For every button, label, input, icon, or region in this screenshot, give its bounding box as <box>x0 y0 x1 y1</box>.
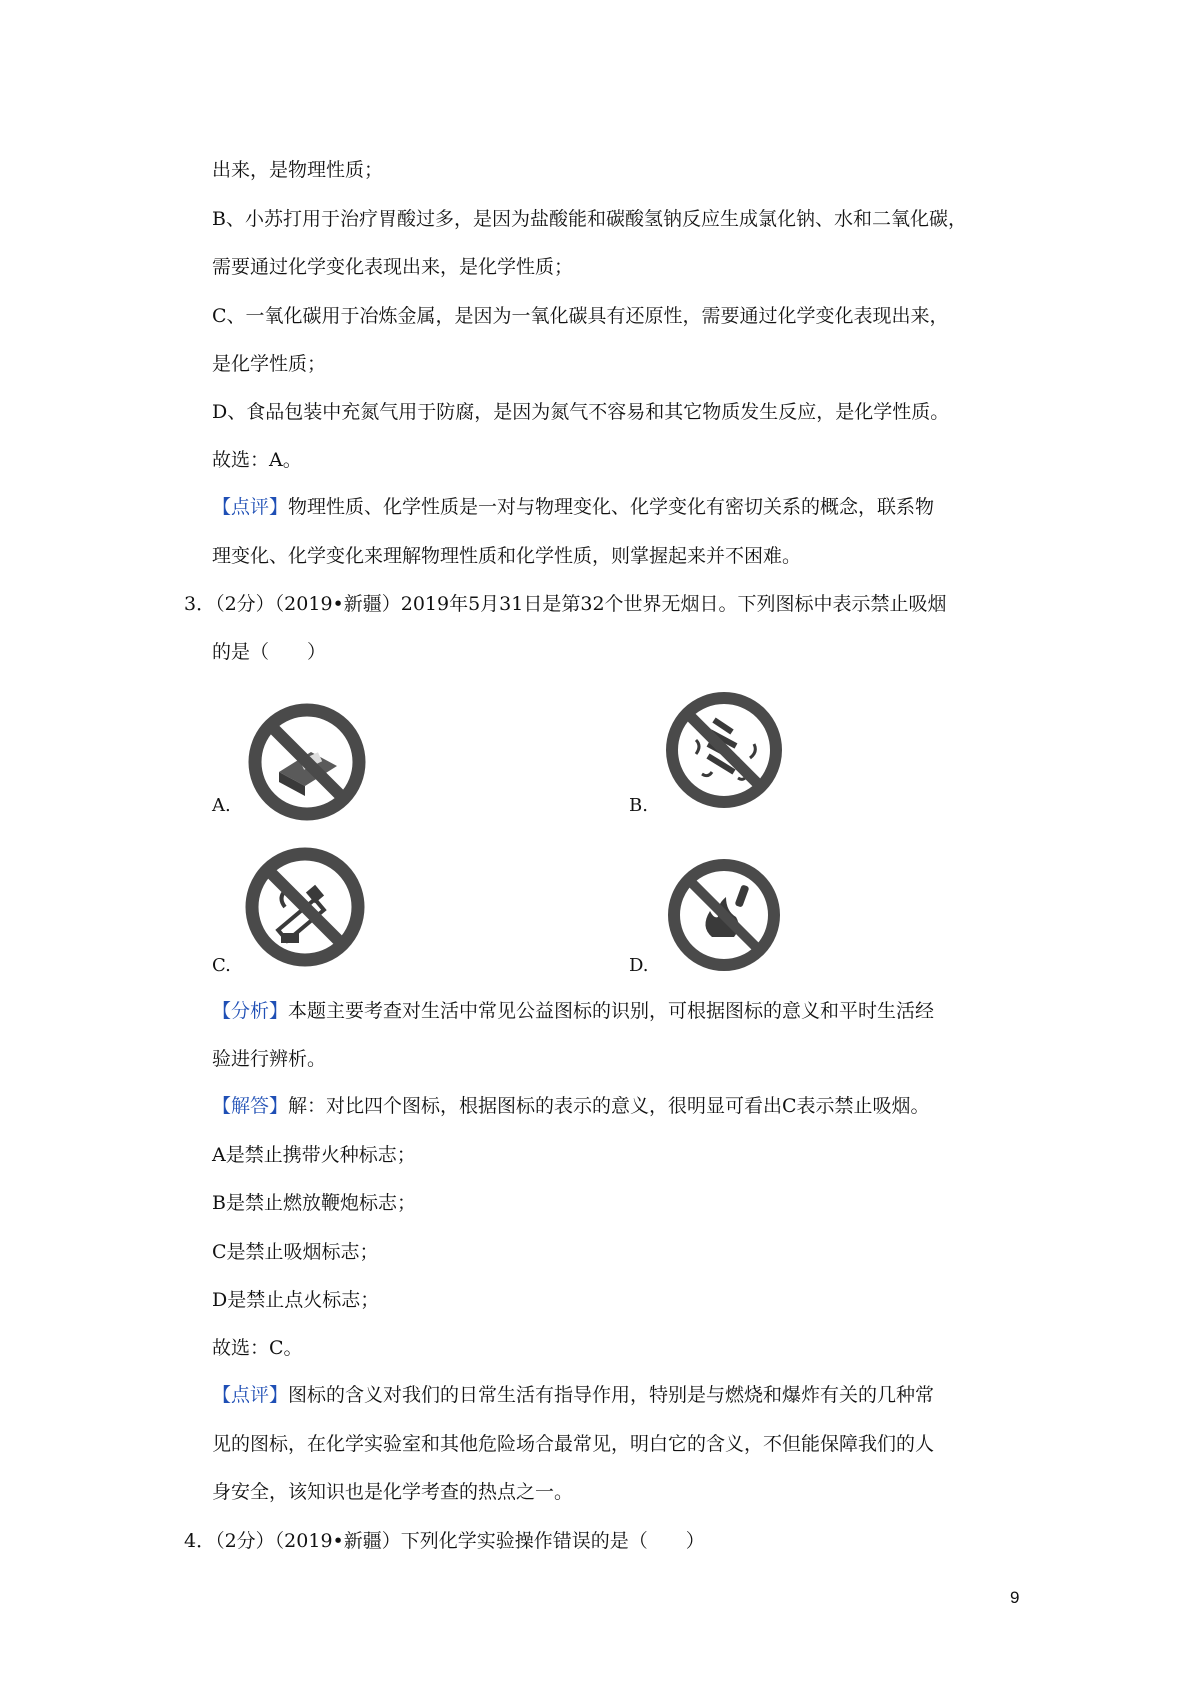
text-line: A是禁止携带火种标志； <box>212 1144 416 1166</box>
no-smoking-sign-icon <box>241 843 369 971</box>
comment-tag: 【点评】 <box>212 496 289 518</box>
no-firecrackers-sign-icon <box>662 688 786 812</box>
analysis-tag: 【分析】 <box>212 1000 289 1022</box>
option-a-label: A. <box>212 795 231 816</box>
text-line: 验进行辨析。 <box>212 1048 327 1070</box>
answer-line: 【解答】解：对比四个图标，根据图标的表示的意义，很明显可看出C表示禁止吸烟。 <box>212 1095 930 1117</box>
text-line: D是禁止点火标志； <box>212 1289 380 1311</box>
analysis-line: 【分析】本题主要考查对生活中常见公益图标的识别，可根据图标的意义和平时生活经 <box>212 1000 935 1022</box>
text-line: B、小苏打用于治疗胃酸过多，是因为盐酸能和碳酸氢钠反应生成氯化钠、水和二氧化碳， <box>212 208 967 230</box>
question-3-line: 3．（2分）（2019•新疆）2019年5月31日是第32个世界无烟日。下列图标中表示禁止吸烟 <box>184 593 947 615</box>
text-line: 出来，是物理性质； <box>212 159 384 181</box>
option-c-label: C. <box>212 955 231 976</box>
text-line: C是禁止吸烟标志； <box>212 1241 379 1263</box>
no-open-flame-sign-icon <box>664 855 784 975</box>
text-line: 是化学性质； <box>212 353 327 375</box>
comment-line: 【点评】物理性质、化学性质是一对与物理变化、化学变化有密切关系的概念，联系物 <box>212 496 935 518</box>
option-d-label: D. <box>629 955 649 976</box>
text-line: 故选：C。 <box>212 1337 303 1359</box>
option-b-label: B. <box>629 795 648 816</box>
text-line: 身安全，该知识也是化学考查的热点之一。 <box>212 1481 574 1503</box>
text-line: 理变化、化学变化来理解物理性质和化学性质，则掌握起来并不困难。 <box>212 545 802 567</box>
text-line: 见的图标，在化学实验室和其他危险场合最常见，明白它的含义，不但能保障我们的人 <box>212 1433 935 1455</box>
comment-tag: 【点评】 <box>212 1384 289 1406</box>
text-line: 故选：A。 <box>212 449 302 471</box>
no-matches-sign-icon <box>245 700 369 824</box>
text-line: B是禁止燃放鞭炮标志； <box>212 1192 416 1214</box>
text-line: 的是（ ） <box>212 641 327 663</box>
page-number: 9 <box>1010 1588 1020 1607</box>
question-4-line: 4．（2分）（2019•新疆）下列化学实验操作错误的是（ ） <box>184 1530 705 1552</box>
text-line: D、食品包装中充氮气用于防腐，是因为氮气不容易和其它物质发生反应，是化学性质。 <box>212 401 950 423</box>
answer-tag: 【解答】 <box>212 1095 289 1117</box>
text-line: 需要通过化学变化表现出来，是化学性质； <box>212 256 574 278</box>
text-line: C、一氧化碳用于冶炼金属，是因为一氧化碳具有还原性，需要通过化学变化表现出来， <box>212 305 949 327</box>
comment-line: 【点评】图标的含义对我们的日常生活有指导作用，特别是与燃烧和爆炸有关的几种常 <box>212 1384 935 1406</box>
